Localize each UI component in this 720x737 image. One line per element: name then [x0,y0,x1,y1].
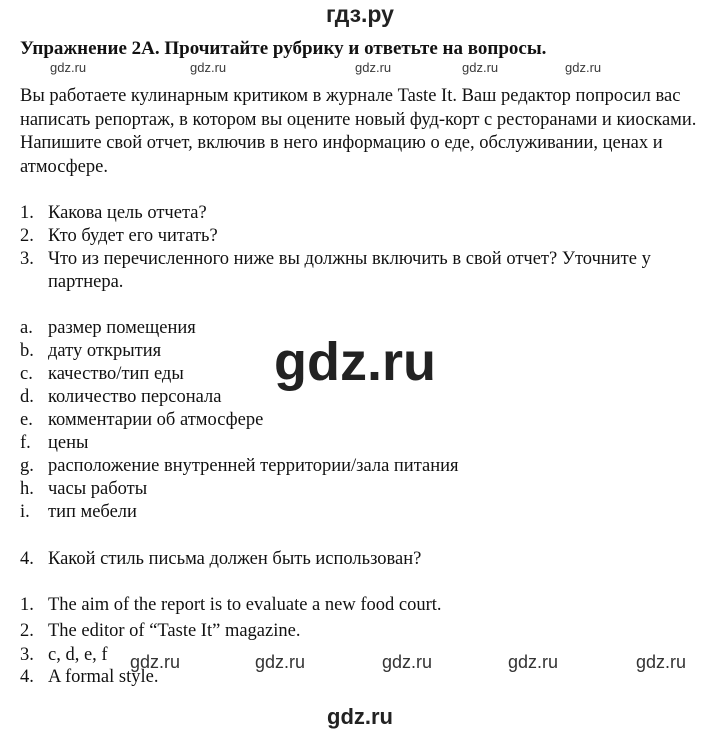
option-item [0,455,720,478]
list-marker: d. [20,387,34,407]
site-header: гдз.ру [326,1,394,27]
question-item [0,548,720,571]
exercise-title: Упражнение 2А. Прочитайте рубрику и ответьте на вопросы. [20,38,547,59]
answer-text: The aim of the report is to evaluate a new food court. [48,595,442,615]
option-text: количество персонала [48,387,222,407]
list-marker: 1. [20,595,34,615]
list-marker: c. [20,364,33,384]
list-marker: f. [20,433,31,453]
watermark: gdz.ru [462,60,499,75]
answer-text: A formal style. [48,667,159,687]
footer-watermark: gdz.ru [327,704,393,729]
list-marker: a. [20,318,33,338]
option-text: качество/тип еды [48,364,184,384]
answer-item [0,644,720,667]
list-marker: h. [20,479,34,499]
question-text: Кто будет его читать? [48,226,218,246]
option-text: часы работы [48,479,148,499]
option-item [0,409,720,432]
list-marker: 3. [20,249,34,269]
list-marker: e. [20,410,33,430]
option-text: расположение внутренней территории/зала питания [48,456,459,476]
list-marker: 4. [20,549,34,569]
list-marker: 4. [20,667,34,687]
task-paragraph: Вы работаете кулинарным критиком в журнале Taste It. Ваш редактор попросил вас написать репортаж, в котором вы оцените новый фуд-корт с ресторанами и киосками. Напишите свой отчет, включив в него информацию о еде, обслуживании, ценах и атмосфере. [20,86,697,177]
answer-item [0,620,720,643]
watermark: gdz.ru [130,652,181,672]
question-text: Какова цель отчета? [48,203,207,223]
watermark: gdz.ru [508,652,559,672]
question-item-continued [0,271,720,294]
option-text: цены [48,433,89,453]
option-item [0,501,720,524]
answer-text: The editor of “Taste It” magazine. [48,621,301,641]
question-text: Какой стиль письма должен быть использован? [48,549,422,569]
watermark: gdz.ru [636,652,687,672]
option-text: тип мебели [48,502,137,522]
question-item [0,225,720,248]
list-marker: 2. [20,621,34,641]
answer-item [0,666,720,689]
list-marker: 2. [20,226,34,246]
watermark-large: gdz.ru [274,332,436,392]
option-text: дату открытия [48,341,162,361]
list-marker: 3. [20,645,34,665]
watermark: gdz.ru [382,652,433,672]
question-item [0,248,720,271]
option-text: размер помещения [48,318,196,338]
option-item [0,478,720,501]
list-marker: b. [20,341,34,361]
question-item [0,202,720,225]
option-item [0,432,720,455]
list-marker: i. [20,502,30,522]
question-text: Что из перечисленного ниже вы должны включить в свой отчет? Уточните у [48,249,651,269]
answer-text: c, d, e, f [48,645,108,665]
watermark: gdz.ru [355,60,392,75]
watermark: gdz.ru [255,652,306,672]
list-marker: 1. [20,203,34,223]
watermark: gdz.ru [565,60,602,75]
answer-item [0,594,720,617]
watermark: gdz.ru [190,60,227,75]
option-text: комментарии об атмосфере [48,410,264,430]
question-text: партнера. [48,272,124,292]
watermark: gdz.ru [50,60,87,75]
list-marker: g. [20,456,34,476]
